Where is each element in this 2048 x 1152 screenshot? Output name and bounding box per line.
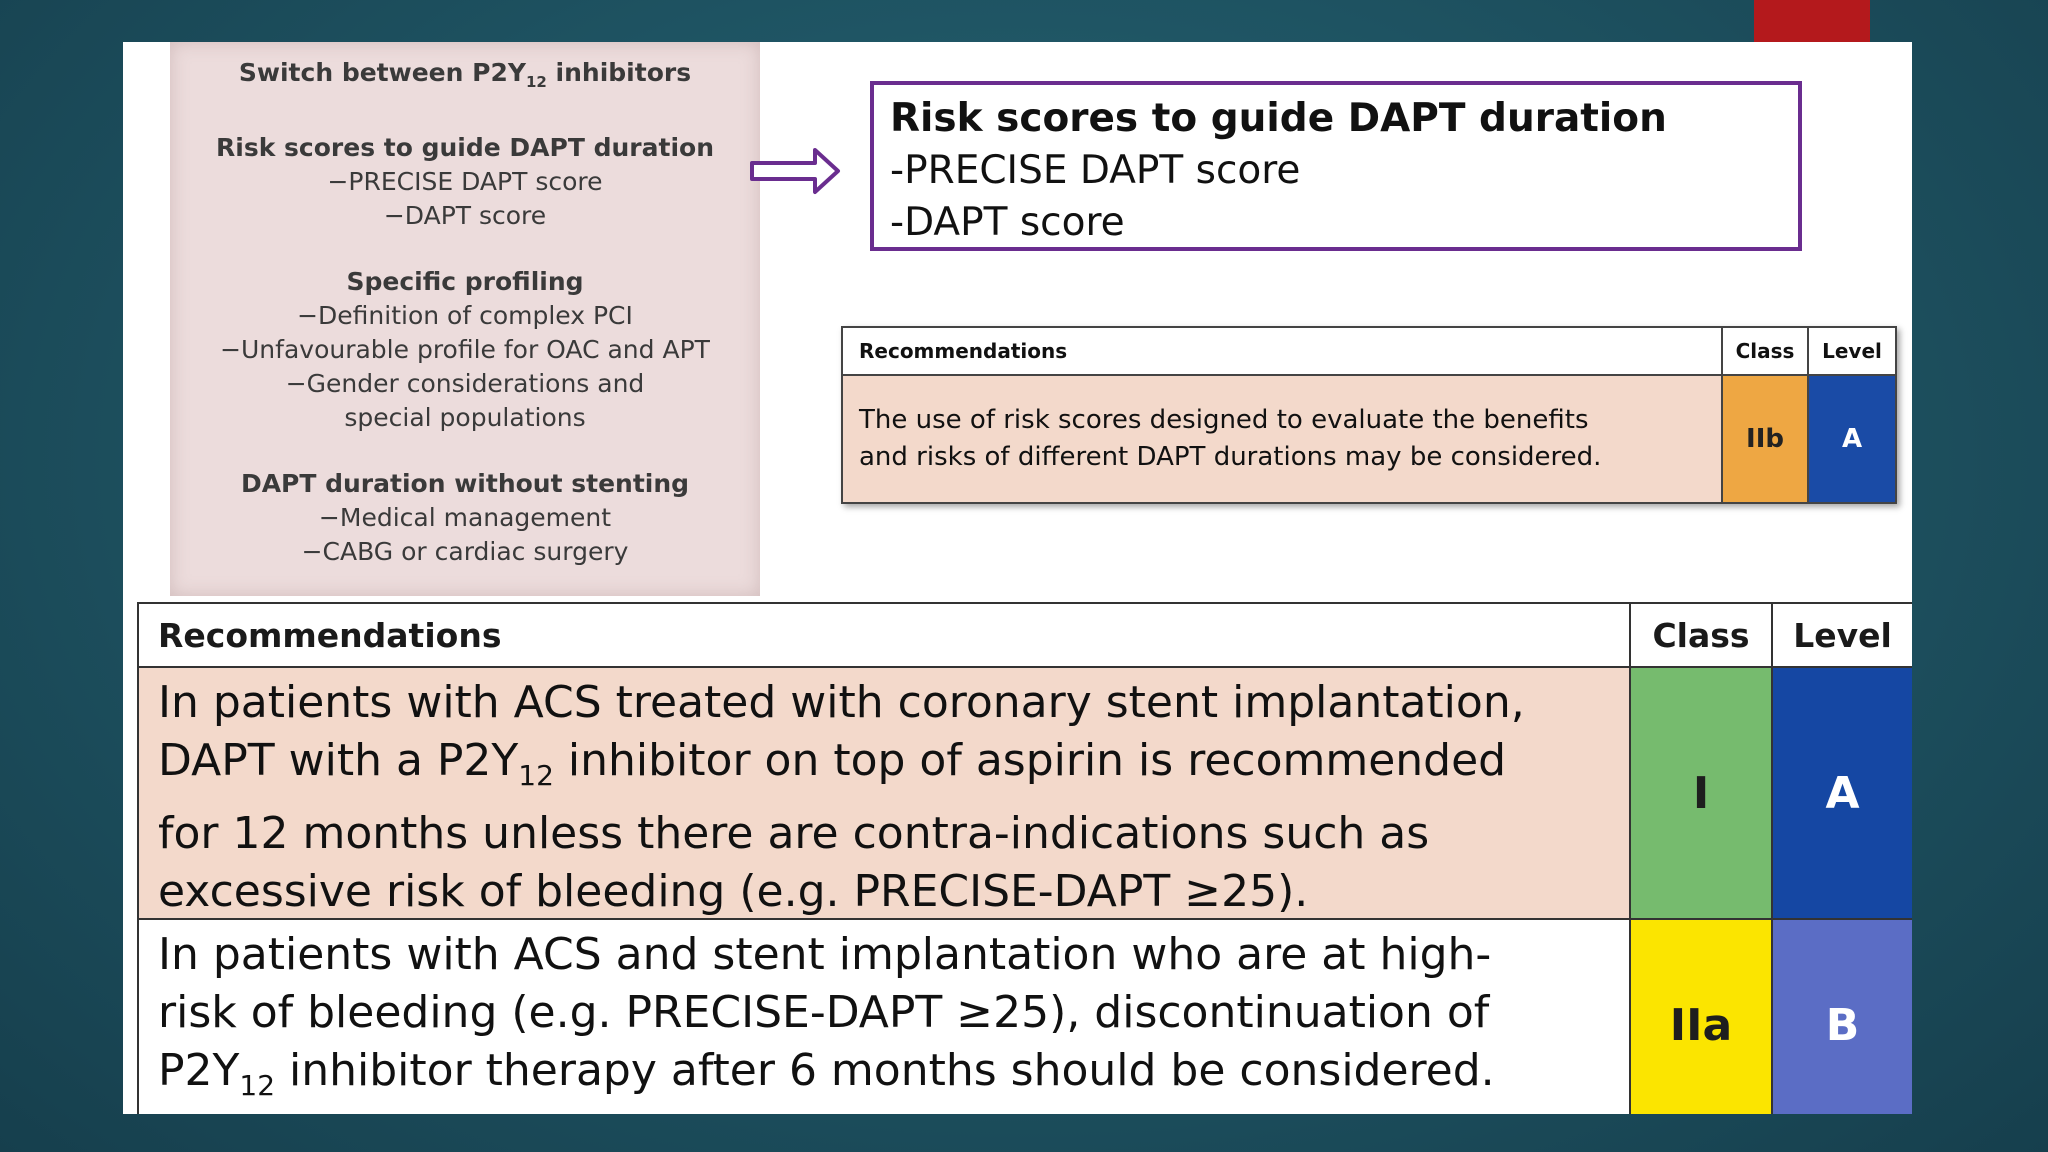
switch-heading: Switch between $P2Y_{12}$ inhibitors: [238, 58, 692, 91]
risk-item: −DAPT score: [383, 201, 547, 230]
recommendation-line: In patients with ACS and stent implantation who are at high-: [158, 929, 1492, 980]
table-row: [139, 668, 1912, 920]
profiling-item: −Unfavourable profile for OAC and APT: [220, 335, 710, 364]
header-level: Level: [1793, 615, 1892, 655]
recommendation-line: In patients with ACS treated with coronary stent implantation,: [158, 677, 1525, 728]
main-recommendation-table: [137, 602, 1912, 1114]
recommendation-text: [139, 668, 1631, 918]
recommendation-line: risk of bleeding (e.g. PRECISE-DAPT ≥25), discontinuation of: [158, 987, 1490, 1038]
class-badge: IIa: [1631, 920, 1773, 1114]
arrow-right-icon: [749, 146, 841, 196]
risk-scores-box: [870, 81, 1802, 251]
nostent-section: [170, 467, 760, 569]
nostent-item: −Medical management: [318, 503, 612, 532]
small-table-row: [843, 376, 1895, 502]
class-badge: I: [1631, 668, 1773, 918]
profiling-heading: Specific profiling: [346, 267, 584, 296]
recommendation-text: [139, 920, 1631, 1114]
header-recommendations: Recommendations: [843, 328, 1723, 374]
recommendation-line: and risks of different DAPT durations may be considered.: [859, 442, 1602, 472]
profiling-item: −Gender considerations and: [285, 369, 645, 398]
header-level: Level: [1822, 339, 1882, 363]
profiling-item: special populations: [344, 403, 586, 432]
recommendation-text: [843, 376, 1723, 502]
side-panel-figure: [170, 42, 760, 596]
recommendation-line: DAPT with a $P2Y_{12}$ inhibitor on top of aspirin is recommended: [158, 735, 1507, 792]
small-recommendation-table: [841, 326, 1897, 504]
header-class: Class: [1631, 604, 1773, 666]
profiling-item: −Definition of complex PCI: [297, 301, 633, 330]
nostent-heading: DAPT duration without stenting: [240, 469, 690, 498]
risk-box-title: Risk scores to guide DAPT duration: [890, 96, 1667, 141]
profiling-section: [170, 265, 760, 435]
recommendation-line: excessive risk of bleeding (e.g. PRECISE-DAPT ≥25).: [158, 865, 1309, 917]
class-badge: IIb: [1723, 376, 1809, 502]
small-table-header: [843, 328, 1895, 376]
switch-section: [170, 56, 760, 99]
nostent-item: −CABG or cardiac surgery: [301, 537, 629, 566]
risk-box-line: -PRECISE DAPT score: [890, 148, 1301, 193]
risk-heading: Risk scores to guide DAPT duration: [216, 133, 714, 162]
level-badge: A: [1809, 376, 1895, 502]
risk-section: [170, 131, 760, 233]
level-badge: A: [1773, 668, 1912, 918]
main-table-header: [139, 604, 1912, 668]
red-corner-tab: [1754, 0, 1870, 42]
slide: [123, 42, 1912, 1114]
risk-box-line: -DAPT score: [890, 200, 1125, 245]
level-badge: B: [1773, 920, 1912, 1114]
recommendation-line: The use of risk scores designed to evaluate the benefits: [859, 405, 1589, 435]
recommendation-line: $P2Y_{12}$ inhibitor therapy after 6 months should be considered.: [158, 1045, 1495, 1102]
recommendation-line: for 12 months unless there are contra-indications such as: [158, 807, 1430, 859]
risk-item: −PRECISE DAPT score: [327, 167, 603, 196]
table-row: [139, 920, 1912, 1114]
header-recommendations: Recommendations: [139, 604, 1631, 666]
header-class: Class: [1723, 328, 1809, 374]
